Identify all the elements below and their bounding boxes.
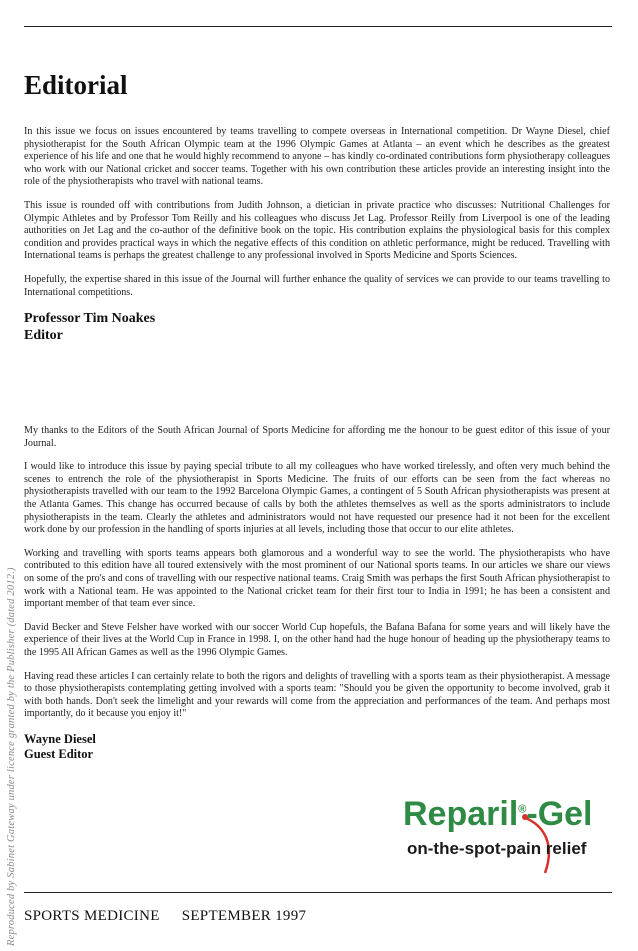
- top-rule: [24, 26, 612, 27]
- bottom-rule: [24, 892, 612, 893]
- guest-paragraph-2: I would like to introduce this issue by paying special tribute to all my colleagues who have worked tirelessly, and often very much behind the scenes to entrench the role of the physiotherapist in Sports Medicine. The fruits of our efforts can be seen from the fact whereas no physiotherapists travelled with our team to the 1992 Barcelona Olympic Games, a contingent of 5 South African physiotherapists was present at the Atlanta Games. This change has occurred because of calls by both the athletes themselves as well as the sports administrators to include physiotherapists in the team. Clearly the athletes and administrators would not have requested our presence had it not been for the excellent work done by our profession in the handling of sports injuries at all levels, including those that occur to our elite athletes.: [24, 461, 610, 536]
- page-footer: [24, 908, 306, 925]
- editorial-paragraph-3: Hopefully, the expertise shared in this issue of the Journal will further enhance the quality of services we can provide to our teams travelling to International competitions.: [24, 273, 610, 298]
- guest-paragraph-5: Having read these articles I can certainly relate to both the rigors and delights of travelling with a sports team as their physiotherapist. A message to those physiotherapists contemplating getting involved with a sports team: "Should you be given the opportunity to become involved, grab it with both hands. Don't seek the limelight and your rewards will come from the appreciation and performances of the team. And perhaps most importantly, do it because you enjoy it!": [24, 670, 610, 720]
- advert-tagline: on-the-spot-pain relief: [407, 839, 587, 858]
- editorial-body: [24, 126, 610, 344]
- page-title: Editorial: [24, 70, 128, 100]
- footer-issue-date: SEPTEMBER 1997: [181, 908, 307, 924]
- reparil-gel-advert: [395, 795, 610, 875]
- guest-paragraph-1: My thanks to the Editors of the South African Journal of Sports Medicine for affording me the honour to be guest editor of this issue of your Journal.: [24, 425, 610, 449]
- footer-journal-name: SPORTS MEDICINE: [24, 908, 160, 924]
- advert-brand: [403, 795, 593, 834]
- editor-signature-role: Editor: [24, 328, 63, 344]
- editorial-paragraph-1: In this issue we focus on issues encountered by teams travelling to compete overseas in International competition. Dr Wayne Diesel, chief physiotherapist for the South African Olympic team at the 1996 Olympic Games at Atlanta – an event which he describes as the greatest experience of his life and one that he would highly recommend to anyone – has kindly co-ordinated contributions form physiotherapy colleagues who work with our National cricket and soccer teams. Together with his own contribution these articles provide an interesting insight into the role of the physiotherapists who travel with national teams.: [24, 126, 610, 188]
- advert-brand-name: Reparil: [403, 795, 519, 833]
- guest-editor-signature-role: Guest Editor: [24, 747, 94, 762]
- guest-paragraph-4: David Becker and Steve Felsher have worked with our soccer World Cup hopefuls, the Bafana Bafana for some years and will likely have the experience of their lives at the World Cup in France in 1998. I, on the other hand had the huge honour of heading up the physiotherapy teams to the 1995 All African Games as well as the 1996 Olympic Games.: [24, 621, 610, 658]
- guest-paragraph-3: Working and travelling with sports teams appears both glamorous and a wonderful way to see the world. The physiotherapists who have contributed to this edition have all toured extensively with the most prominent of our National sports teams. In our articles we share our views on some of the pro's and cons of travelling with our respective national teams. Craig Smith was perhaps the first South African physiotherapist to work with a National team. He was appointed to the National cricket team for their first tour to India in 1991; he has been a consistent and important member of that team ever since.: [24, 547, 611, 610]
- advert-brand-suffix: -Gel: [526, 795, 593, 833]
- guest-editor-signature-name: Wayne Diesel: [24, 731, 96, 746]
- guest-editorial-body: [24, 425, 610, 763]
- editor-signature-name: Professor Tim Noakes: [24, 311, 156, 327]
- editorial-paragraph-2: This issue is rounded off with contributions from Judith Johnson, a dietician in private practice who discusses: Nutritional Challenges for Olympic Athletes and by Professor Tom Reilly and his colleagues who discuss Jet Lag. Professor Reilly from Liverpool is one of the leading authorities on Jet Lag and the co-author of the definitive book on the topic. His contribution explains the physiological basis for this complex condition and provides practical ways in which the negative effects of this condition on athletic performance, might be reduced. Travelling with International teams is perhaps the greatest challenge to any professional involved in Sports Medicine and Sports Sciences.: [24, 199, 610, 262]
- advert-registered-mark: ®: [518, 803, 527, 816]
- side-reproduction-note: Reproduced by Sabinet Gateway under licence granted by the Publisher (dated 2012.): [6, 567, 17, 946]
